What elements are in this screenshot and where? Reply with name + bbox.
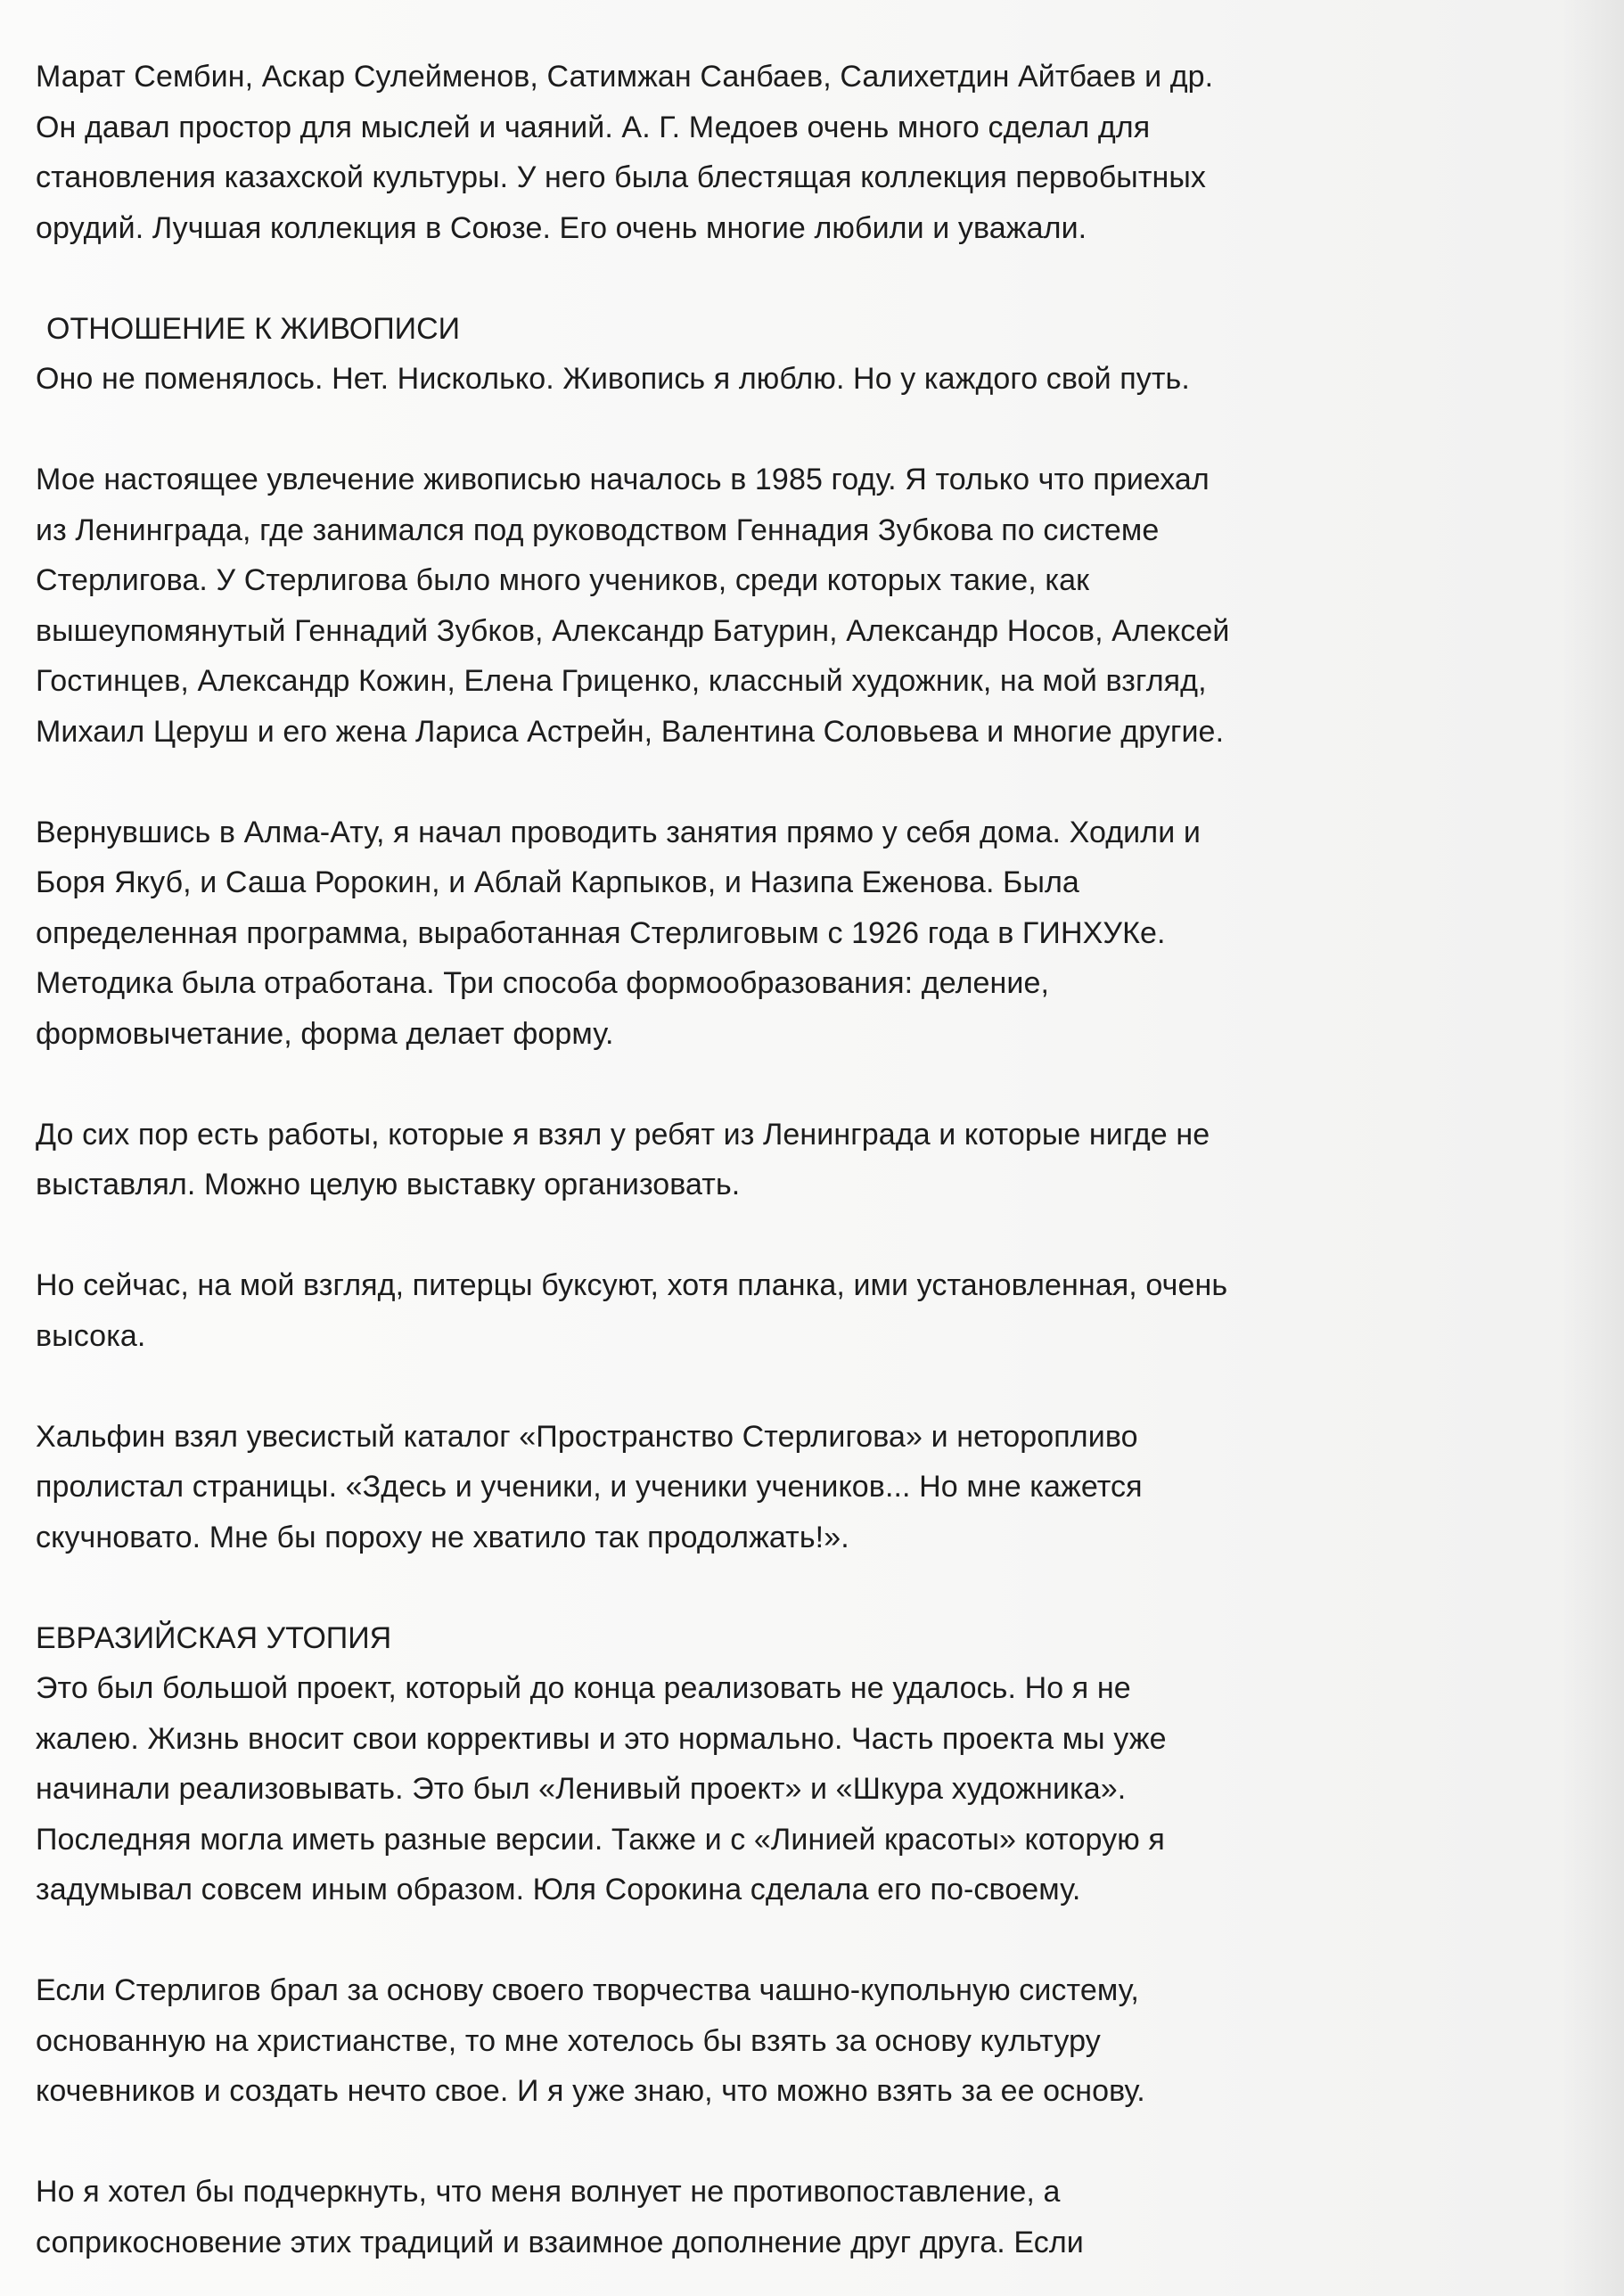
text-line: Михаил Церуш и его жена Лариса Астрейн, Валентина Соловьева и многие другие. bbox=[36, 714, 1225, 749]
text-line: Он давал простор для мыслей и чаяний. А. Г. Медоев очень много сделал для bbox=[36, 110, 1151, 144]
text-line: основанную на христианстве, то мне хотелось бы взять за основу культуру bbox=[36, 2023, 1101, 2058]
paragraph-nomads bbox=[36, 1965, 1571, 2117]
paragraph-not-changed bbox=[36, 354, 1571, 405]
text-line: жалею. Жизнь вносит свои коррективы и это нормально. Часть проекта мы уже bbox=[36, 1721, 1167, 1756]
paragraph-gap bbox=[36, 253, 1571, 304]
text-line: вышеупомянутый Геннадий Зубков, Александр Батурин, Александр Носов, Алексей bbox=[36, 613, 1230, 648]
paragraph-alma-ata bbox=[36, 808, 1571, 1060]
text-line: Марат Сембин, Аскар Сулейменов, Сатимжан Санбаев, Салихетдин Айтбаев и др. bbox=[36, 60, 1214, 94]
paragraph-gap bbox=[36, 2117, 1571, 2168]
text-line: Стерлигова. У Стерлигова было много учеников, среди которых такие, как bbox=[36, 563, 1090, 597]
text-line: Боря Якуб, и Саша Ророкин, и Аблай Карпыков, и Назипа Еженова. Была bbox=[36, 865, 1079, 899]
paragraph-piterets bbox=[36, 1260, 1571, 1361]
text-line: Но сейчас, на мой взгляд, питерцы буксуют, хотя планка, ими установленная, очень bbox=[36, 1268, 1228, 1302]
text-line: кочевников и создать нечто свое. И я уже знаю, что можно взять за ее основу. bbox=[36, 2074, 1145, 2108]
text-line: Хальфин взял увесистый каталог «Пространство Стерлигова» и неторопливо bbox=[36, 1419, 1138, 1454]
text-line: Гостинцев, Александр Кожин, Елена Гриценко, классный художник, на мой взгляд, bbox=[36, 664, 1207, 698]
paragraph-project bbox=[36, 1663, 1571, 1915]
text-line: орудий. Лучшая коллекция в Союзе. Его очень многие любили и уважали. bbox=[36, 210, 1087, 245]
text-line: Методика была отработана. Три способа формообразования: деление, bbox=[36, 966, 1050, 1000]
text-line: соприкосновение этих традиций и взаимное дополнение друг друга. Если bbox=[36, 2225, 1084, 2259]
paragraph-traditions bbox=[36, 2167, 1571, 2267]
text-line: Мое настоящее увлечение живописью началось в 1985 году. Я только что приехал bbox=[36, 463, 1210, 496]
text-line: Оно не поменялось. Нет. Нисколько. Живопись я люблю. Но у каждого свой путь. bbox=[36, 362, 1190, 396]
text-line: выставлял. Можно целую выставку организовать. bbox=[36, 1168, 741, 1201]
text-line: задумывал совсем иным образом. Юля Сорокина сделала его по-своему. bbox=[36, 1873, 1081, 1906]
section-heading-painting: ОТНОШЕНИЕ К ЖИВОПИСИ bbox=[46, 311, 461, 346]
text-line: До сих пор есть работы, которые я взял у ребят из Ленинграда и которые нигде не bbox=[36, 1117, 1210, 1152]
text-line: Это был большой проект, который до конца реализовать не удалось. Но я не bbox=[36, 1671, 1131, 1705]
paragraph-catalog bbox=[36, 1412, 1571, 1563]
paragraph-gap bbox=[36, 1562, 1571, 1613]
text-line: высока. bbox=[36, 1318, 146, 1353]
text-line: из Ленинграда, где занимался под руководством Геннадия Зубкова по системе bbox=[36, 512, 1160, 547]
text-line: Последняя могла иметь разные версии. Также и с «Линией красоты» которую я bbox=[36, 1822, 1165, 1857]
paragraph-gap bbox=[36, 1059, 1571, 1110]
text-line: определенная программа, выработанная Стерлиговым с 1926 года в ГИНХУКе. bbox=[36, 915, 1166, 950]
text-line: Если Стерлигов брал за основу своего творчества чашно-купольную систему, bbox=[36, 1973, 1139, 2007]
text-line: скучновато. Мне бы пороху не хватило так продолжать!». bbox=[36, 1520, 849, 1554]
paragraph-1985 bbox=[36, 455, 1571, 757]
text-line: Вернувшись в Алма-Ату, я начал проводить занятия прямо у себя дома. Ходили и bbox=[36, 815, 1201, 849]
paragraph-gap bbox=[36, 1915, 1571, 1966]
paragraph-gap bbox=[36, 1361, 1571, 1412]
paragraph-gap bbox=[36, 757, 1571, 808]
text-line: пролистал страницы. «Здесь и ученики, и ученики учеников... Но мне кажется bbox=[36, 1470, 1143, 1504]
paragraph-works bbox=[36, 1110, 1571, 1210]
text-line: начинали реализовывать. Это был «Ленивый проект» и «Шкура художника». bbox=[36, 1772, 1127, 1806]
paragraph-gap bbox=[36, 405, 1571, 455]
text-line: становления казахской культуры. У него была блестящая коллекция первобытных bbox=[36, 160, 1207, 194]
paragraph-gap bbox=[36, 1210, 1571, 1261]
text-line: Но я хотел бы подчеркнуть, что меня волнует не противопоставление, а bbox=[36, 2175, 1061, 2209]
text-line: формовычетание, форма делает форму. bbox=[36, 1016, 614, 1051]
paragraph-medoev bbox=[36, 52, 1571, 253]
section-heading-utopia: ЕВРАЗИЙСКАЯ УТОПИЯ bbox=[36, 1620, 392, 1655]
